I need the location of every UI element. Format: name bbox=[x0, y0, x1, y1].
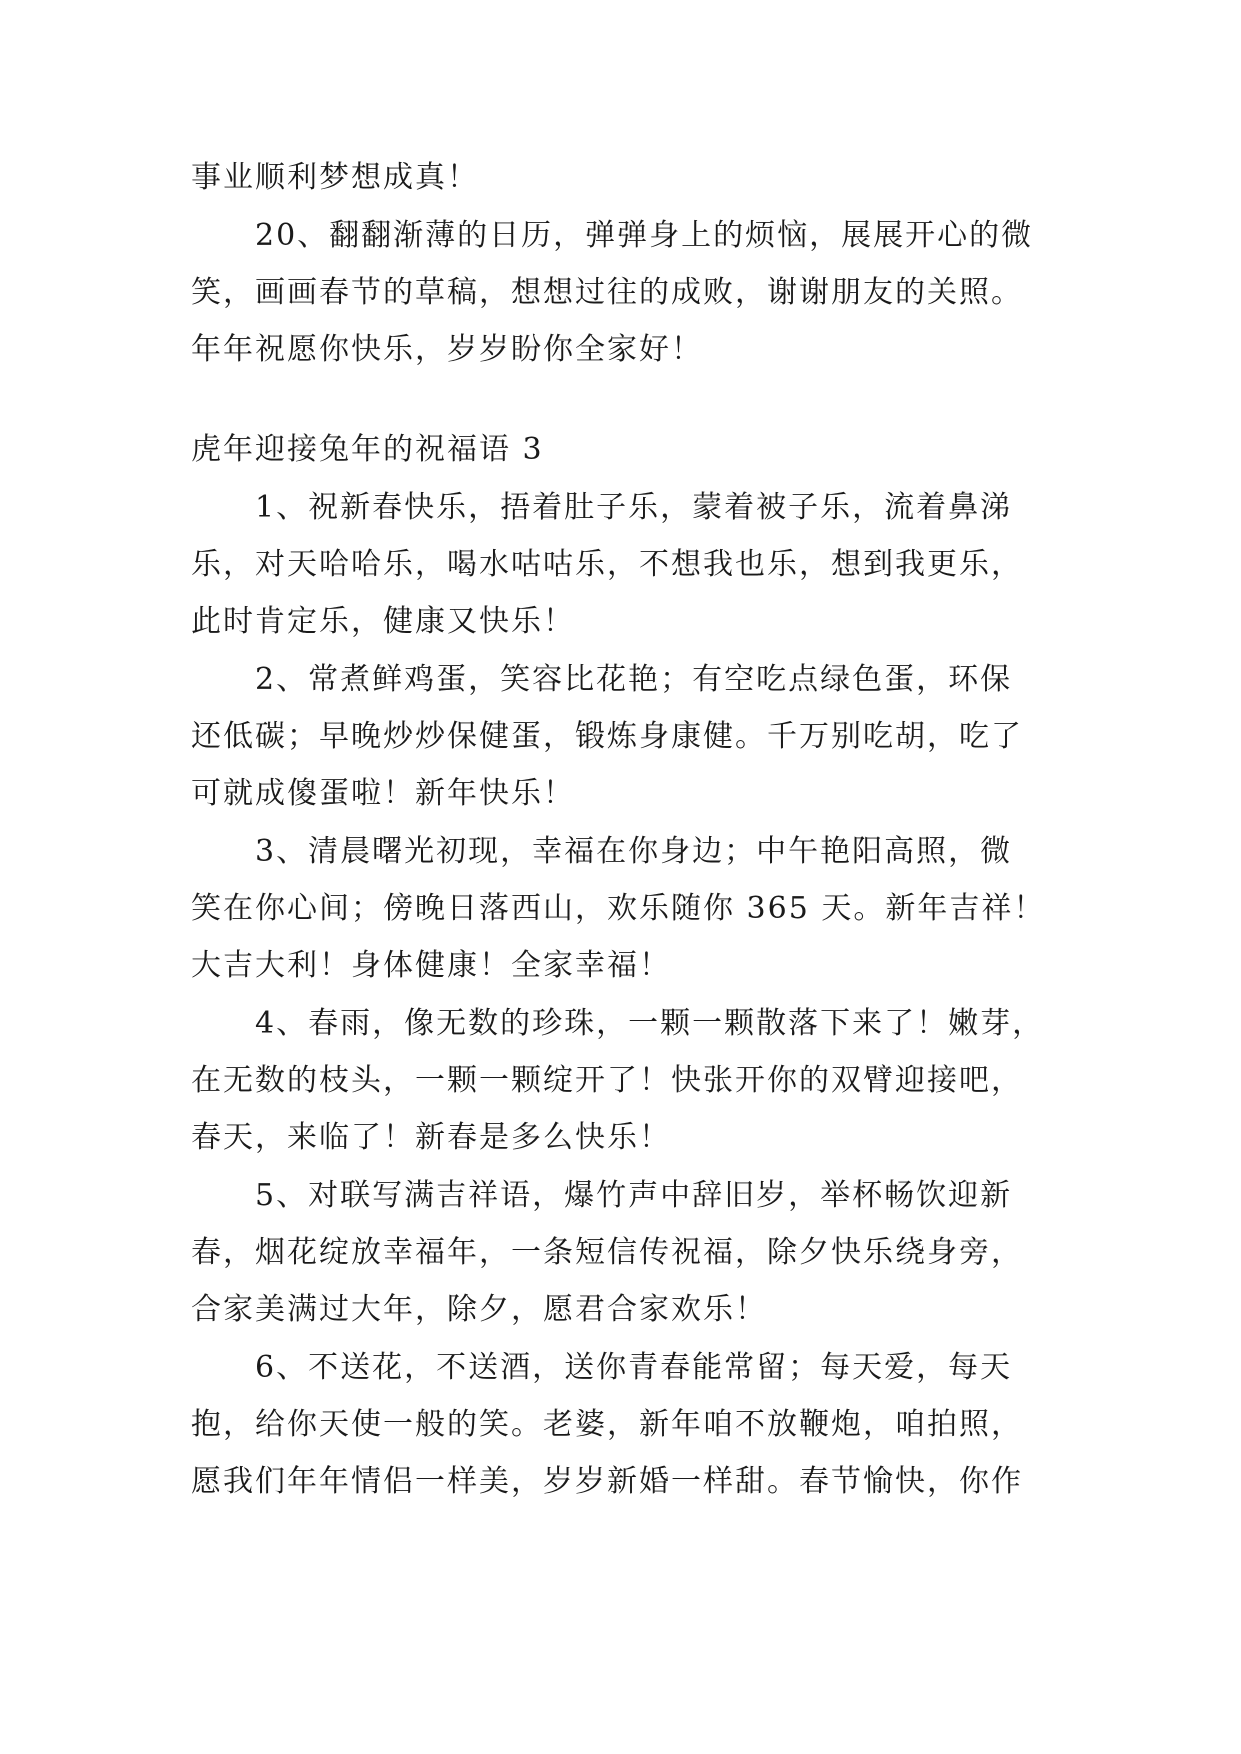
text-line: 在无数的枝头，一颗一颗绽开了！快张开你的双臂迎接吧， bbox=[191, 1063, 1023, 1098]
text-line: 此时肯定乐，健康又快乐！ bbox=[191, 604, 575, 639]
text-line: 愿我们年年情侣一样美，岁岁新婚一样甜。春节愉快，你作 bbox=[191, 1464, 1023, 1499]
text-line: 抱，给你天使一般的笑。老婆，新年咱不放鞭炮，咱拍照， bbox=[191, 1407, 1023, 1442]
paragraph-start-line: 2、常煮鲜鸡蛋，笑容比花艳；有空吃点绿色蛋，环保 bbox=[255, 662, 1013, 697]
paragraph-start-line: 20、翻翻渐薄的日历，弹弹身上的烦恼，展展开心的微 bbox=[255, 218, 1034, 253]
text-line: 笑在你心间；傍晚日落西山，欢乐随你 365 天。新年吉祥！ bbox=[191, 891, 1046, 926]
paragraph-start-line: 1、祝新春快乐，捂着肚子乐，蒙着被子乐，流着鼻涕 bbox=[255, 490, 1013, 525]
text-line: 事业顺利梦想成真！ bbox=[191, 160, 479, 195]
text-line: 乐，对天哈哈乐，喝水咕咕乐，不想我也乐，想到我更乐， bbox=[191, 547, 1023, 582]
section-heading: 虎年迎接兔年的祝福语 3 bbox=[191, 432, 544, 467]
paragraph-start-line: 3、清晨曙光初现，幸福在你身边；中午艳阳高照，微 bbox=[255, 834, 1013, 869]
text-line: 春，烟花绽放幸福年，一条短信传祝福，除夕快乐绕身旁， bbox=[191, 1235, 1023, 1270]
paragraph-start-line: 6、不送花，不送酒，送你青春能常留；每天爱，每天 bbox=[255, 1350, 1013, 1385]
text-line: 还低碳；早晚炒炒保健蛋，锻炼身康健。千万别吃胡，吃了 bbox=[191, 719, 1023, 754]
text-line: 大吉大利！身体健康！全家幸福！ bbox=[191, 948, 671, 983]
paragraph-start-line: 4、春雨，像无数的珍珠，一颗一颗散落下来了！嫩芽， bbox=[255, 1006, 1045, 1041]
text-line: 合家美满过大年，除夕，愿君合家欢乐！ bbox=[191, 1292, 767, 1327]
text-line: 春天，来临了！新春是多么快乐！ bbox=[191, 1120, 671, 1155]
text-line: 可就成傻蛋啦！新年快乐！ bbox=[191, 776, 575, 811]
text-line: 年年祝愿你快乐，岁岁盼你全家好！ bbox=[191, 332, 703, 367]
paragraph-start-line: 5、对联写满吉祥语，爆竹声中辞旧岁，举杯畅饮迎新 bbox=[255, 1178, 1013, 1213]
text-line: 笑，画画春节的草稿，想想过往的成败，谢谢朋友的关照。 bbox=[191, 275, 1023, 310]
